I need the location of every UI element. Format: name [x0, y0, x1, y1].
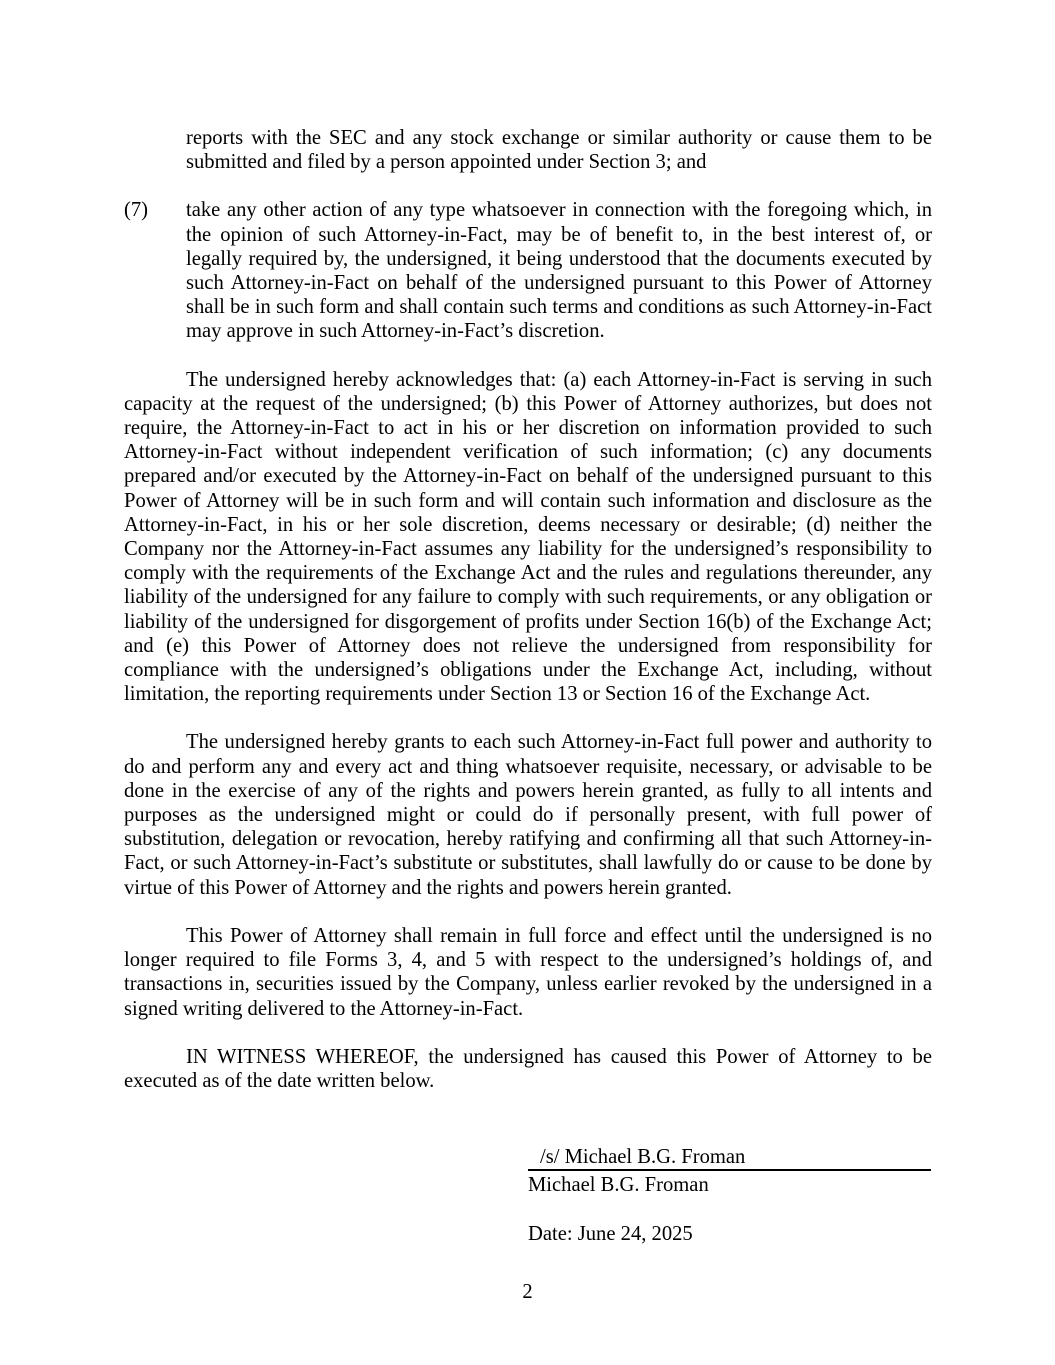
signature-line: /s/ Michael B.G. Froman	[528, 1145, 931, 1171]
document-body	[124, 126, 932, 1246]
list-item-continuation	[124, 126, 932, 174]
paragraph-witness: IN WITNESS WHEREOF, the undersigned has caused this Power of Attorney to be executed as of the date written below.	[124, 1045, 932, 1092]
paragraph-duration: This Power of Attorney shall remain in full force and effect until the undersigned is no longer required to file Forms 3, 4, and 5 with respect to the undersigned’s holdings of, and transactions in, securities issued by the Company, unless earlier revoked by the undersigned in a signed writing delivered to the Attorney-in-Fact.	[124, 924, 932, 1020]
list-item-7-text: take any other action of any type whatsoever in connection with the foregoing which, in the opinion of such Attorney-in-Fact, may be of benefit to, in the best interest of, or legally required by, the undersigned, it being understood that the documents executed by such Attorney-in-Fact on behalf of the undersigned pursuant to this Power of Attorney shall be in such form and shall contain such terms and conditions as such Attorney-in-Fact may approve in such Attorney-in-Fact’s discretion.	[186, 199, 932, 343]
signature-block	[528, 1145, 932, 1246]
continuation-text: reports with the SEC and any stock exchange or similar authority or cause them to be submitted and filed by a person appointed under Section 3; and	[186, 127, 932, 174]
page-number: 2	[522, 1281, 533, 1303]
signature-date: Date: June 24, 2025	[528, 1222, 693, 1245]
list-item-7	[124, 198, 932, 343]
paragraph-grant-of-power: The undersigned hereby grants to each such Attorney-in-Fact full power and authority to do and perform any and every act and thing whatsoever requisite, necessary, or advisable to be done in the exercise of any of the rights and powers herein granted, as fully to all intents and purposes as the undersigned might or could do if personally present, with full power of substitution, delegation or revocation, hereby ratifying and confirming all that such Attorney-in-Fact, or such Attorney-in-Fact’s substitute or substitutes, shall lawfully do or cause to be done by virtue of this Power of Attorney and the rights and powers herein granted.	[124, 731, 932, 899]
paragraph-acknowledgement: The undersigned hereby acknowledges that: (a) each Attorney-in-Fact is serving in such capacity at the request of the undersigned; (b) this Power of Attorney authorizes, but does not require, the Attorney-in-Fact to act in his or her discretion on information provided to such Attorney-in-Fact without independent verification of such information; (c) any documents prepared and/or executed by the Attorney-in-Fact on behalf of the undersigned pursuant to this Power of Attorney will be in such form and will contain such information and disclosure as the Attorney-in-Fact, in his or her sole discretion, deems necessary or desirable; (d) neither the Company nor the Attorney-in-Fact assumes any liability for the undersigned’s responsibility to comply with the requirements of the Exchange Act and the rules and regulations thereunder, any liability of the undersigned for any failure to comply with such requirements, or any obligation or liability of the undersigned for disgorgement of profits under Section 16(b) of the Exchange Act; and (e) this Power of Attorney does not relieve the undersigned from responsibility for compliance with the undersigned’s obligations under the Exchange Act, including, without limitation, the reporting requirements under Section 13 or Section 16 of the Exchange Act.	[124, 368, 932, 706]
signature-printed-name: Michael B.G. Froman	[528, 1174, 709, 1197]
list-item-7-number: (7)	[124, 199, 149, 222]
